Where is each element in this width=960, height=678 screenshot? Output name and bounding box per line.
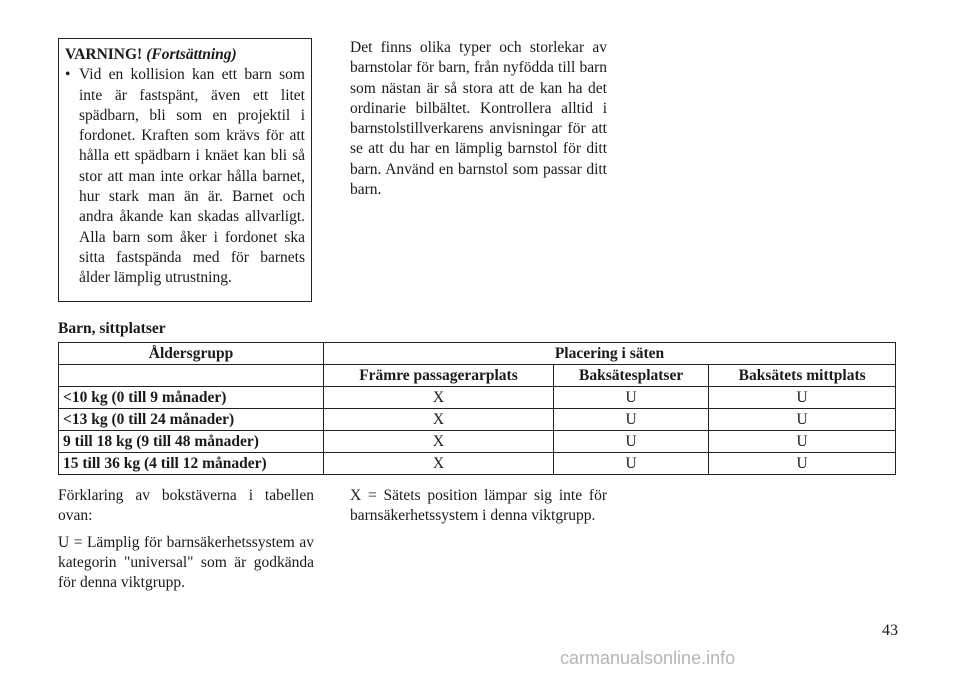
legend-x-definition: X = Sätets position lämpar sig inte för barnsäkerhetssystem i denna viktgrupp. [350,487,607,525]
cell-value: U [553,409,708,431]
warning-item [65,65,305,288]
column-header: Baksätets mittplats [709,365,896,387]
page-number: 43 [882,622,898,639]
warning-box [58,38,312,302]
cell-value: U [553,387,708,409]
watermark: carmanualsonline.info [560,648,736,668]
cell-value: U [709,431,896,453]
row-group: 15 till 36 kg (4 till 12 månader) [59,453,324,475]
table-row [59,431,896,453]
header-seat-placement: Placering i säten [324,343,896,365]
warning-continuation: (Fortsättning) [146,46,237,63]
legend-intro: Förklaring av bokstäverna i tabellen ovan: [58,487,314,525]
cell-value: X [324,387,554,409]
table-header-row [59,343,896,365]
table-row [59,409,896,431]
header-age-group: Åldersgrupp [59,343,324,365]
warning-item-text: Vid en kollision kan ett barn som inte är fastspänt, även ett litet spädbarn, bli som en projektil i fordonet. Kraften som krävs för att hålla ett spädbarn i knäet kan bli så stor att man inte orkar hålla barnet, hur stark man än är. Barnet och andra åkande kan skadas allvarligt. Alla barn som åker i fordonet ska sitta fastspända med för barnets ålder lämplig utrustning. [79,66,305,287]
cell-value: U [709,387,896,409]
cell-value: U [709,409,896,431]
row-group: 9 till 18 kg (9 till 48 månader) [59,431,324,453]
cell-value: U [553,431,708,453]
cell-value: U [709,453,896,475]
table-row [59,453,896,475]
column-header: Baksätesplatser [553,365,708,387]
row-group: <13 kg (0 till 24 månader) [59,409,324,431]
bullet-icon: • [65,66,71,84]
warning-heading [65,45,305,65]
cell-value: X [324,431,554,453]
intro-paragraph: Det finns olika typer och storlekar av barnstolar för barn, från nyfödda till barn som nästan är så stora att de kan ha det ordinarie bilbältet. Kontrollera alltid i barnstolstillverkarens anvisningar för att se att du har en lämplig barnstol för ditt barn. Använd en barnstol som passar ditt barn. [350,39,607,199]
column-header: Främre passagerarplats [324,365,554,387]
table-row [59,387,896,409]
warning-title: VARNING! [65,46,143,63]
row-group: <10 kg (0 till 9 månader) [59,387,324,409]
legend-u-definition: U = Lämplig för barnsäkerhetssystem av kategorin "universal" som är godkända för denna viktgrupp. [58,533,314,592]
seating-table [58,342,896,475]
cell-value: X [324,409,554,431]
cell-value: U [553,453,708,475]
legend-notes [58,486,314,599]
header-empty-cell [59,365,324,387]
table-title: Barn, sittplatser [58,320,166,337]
table-subheader-row [59,365,896,387]
cell-value: X [324,453,554,475]
